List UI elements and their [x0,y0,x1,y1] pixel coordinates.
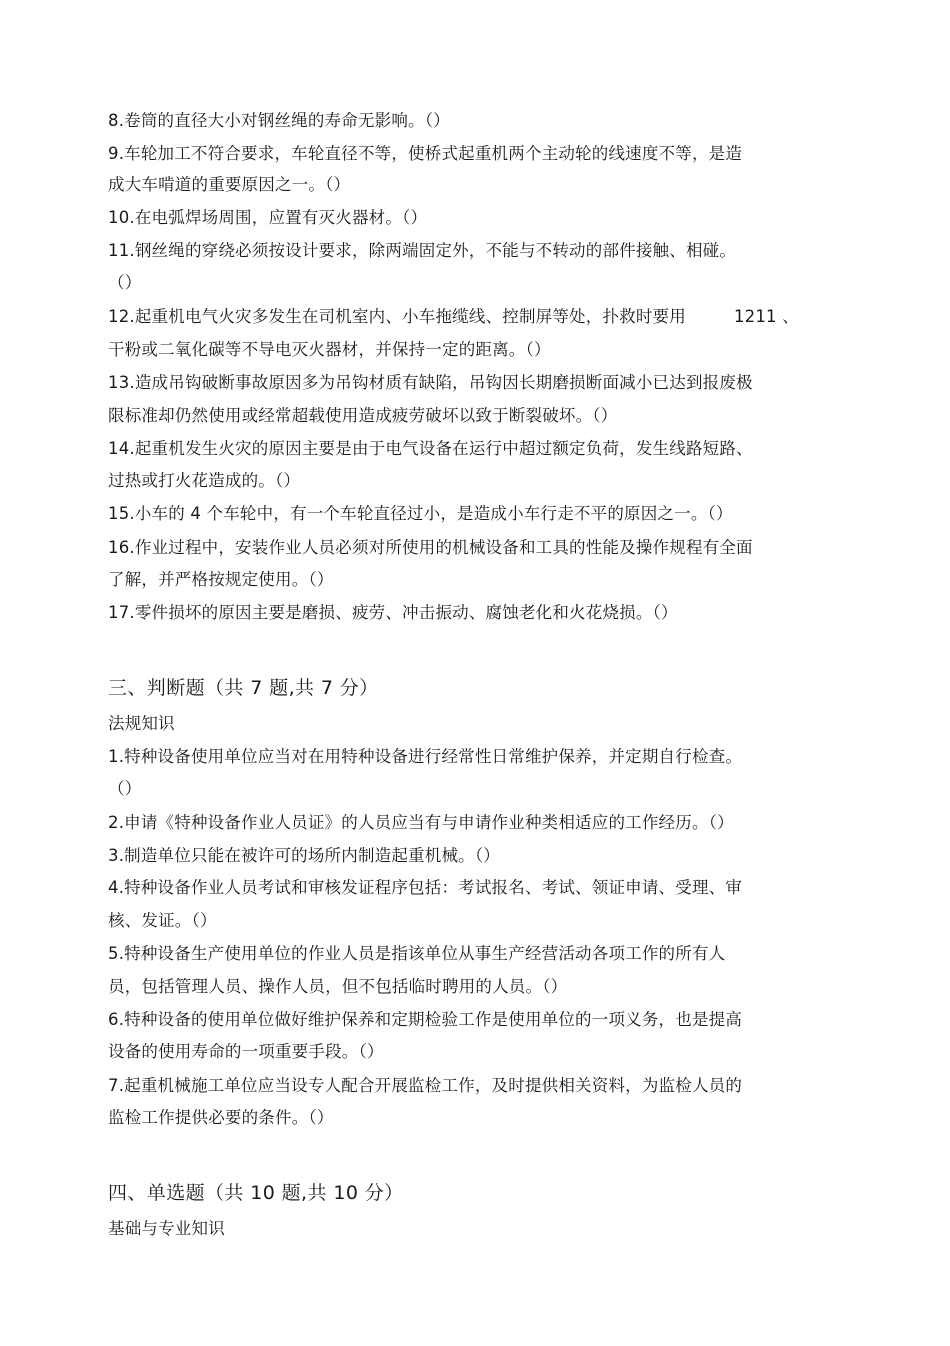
judge-2: 2.申请《特种设备作业人员证》的人员应当有与申请作业种类相适应的工作经历。（） [108,813,734,832]
question-10: 10.在电弧焊场周围，应置有灭火器材。（） [108,208,428,227]
judge-4-line-1: 4.特种设备作业人员考试和审核发证程序包括：考试报名、考试、领证申请、受理、审 [108,878,743,897]
judge-4-line-2: 核、发证。（） [108,911,217,930]
question-17: 17.零件损坏的原因主要是磨损、疲劳、冲击振动、腐蚀老化和火花烧损。（） [108,603,678,622]
judge-3: 3.制造单位只能在被许可的场所内制造起重机械。（） [108,846,500,865]
question-12-text: 12.起重机电气火灾多发生在司机室内、小车拖缆线、控制屏等处，扑救时要用 [108,307,686,326]
question-16-line-1: 16.作业过程中，安装作业人员必须对所使用的机械设备和工具的性能及操作规程有全面 [108,538,753,557]
question-15: 15.小车的 4 个车轮中，有一个车轮直径过小，是造成小车行走不平的原因之一。（） [108,504,733,523]
judge-1-line-2: （） [108,779,142,798]
question-9-line-1: 9.车轮加工不符合要求，车轮直径不等，使桥式起重机两个主动轮的线速度不等，是造 [108,144,743,163]
question-14-line-1: 14.起重机发生火灾的原因主要是由于电气设备在运行中超过额定负荷，发生线路短路、 [108,439,753,458]
judge-5-line-1: 5.特种设备生产使用单位的作业人员是指该单位从事生产经营活动各项工作的所有人 [108,944,726,963]
question-12-code: 1211 、 [733,307,799,326]
question-12-line-2: 干粉或二氧化碳等不导电灭火器材，并保持一定的距离。（） [108,340,551,359]
question-9-line-2: 成大车啃道的重要原因之一。（） [108,175,351,194]
judge-6-line-1: 6.特种设备的使用单位做好维护保养和定期检验工作是使用单位的一项义务，也是提高 [108,1010,743,1029]
question-14-line-2: 过热或打火花造成的。（） [108,471,301,490]
section-three-heading: 三、判断题（共 7 题,共 7 分） [108,677,379,699]
question-12-line-1 [108,306,799,328]
judge-1-line-1: 1.特种设备使用单位应当对在用特种设备进行经常性日常维护保养，并定期自行检查。 [108,747,743,766]
question-8: 8.卷筒的直径大小对钢丝绳的寿命无影响。（） [108,111,450,130]
question-13-line-1: 13.造成吊钩破断事故原因多为吊钩材质有缺陷，吊钩因长期磨损断面减小已达到报废极 [108,373,753,392]
judge-5-line-2: 员，包括管理人员、操作人员，但不包括临时聘用的人员。（） [108,977,568,996]
question-16-line-2: 了解，并严格按规定使用。（） [108,570,334,589]
judge-7-line-2: 监检工作提供必要的条件。（） [108,1108,334,1127]
question-13-line-2: 限标准却仍然使用或经常超载使用造成疲劳破坏以致于断裂破坏。（） [108,406,618,425]
section-four-heading: 四、单选题（共 10 题,共 10 分） [108,1182,404,1204]
question-11-line-2: （） [108,273,142,292]
section-three-subheading: 法规知识 [108,714,175,733]
judge-6-line-2: 设备的使用寿命的一项重要手段。（） [108,1042,384,1061]
question-11-line-1: 11.钢丝绳的穿绕必须按设计要求，除两端固定外，不能与不转动的部件接触、相碰。 [108,241,737,260]
section-four-subheading: 基础与专业知识 [108,1219,225,1238]
judge-7-line-1: 7.起重机械施工单位应当设专人配合开展监检工作，及时提供相关资料，为监检人员的 [108,1076,743,1095]
